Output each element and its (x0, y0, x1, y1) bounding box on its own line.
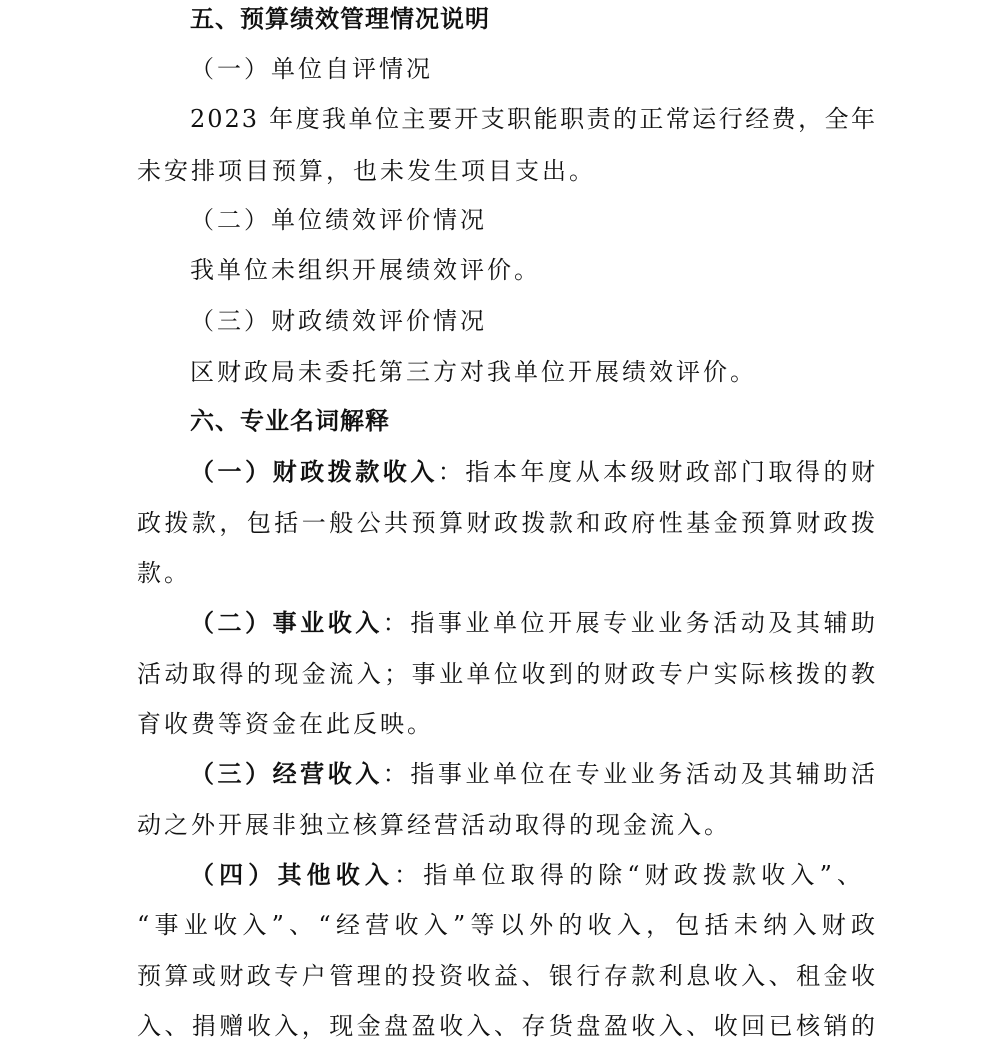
paragraph-line (190, 456, 877, 488)
subsection-heading-unit-performance: （二）单位绩效评价情况 (190, 206, 487, 234)
term-label: （一）财政拨款收入 (190, 458, 438, 486)
term-definition: ：指事业单位在专业业务活动及其辅助活 (382, 760, 878, 788)
paragraph-line (190, 607, 877, 639)
paragraph-line: 我单位未组织开展绩效评价。 (190, 256, 541, 284)
paragraph-line: “事业收入”、“经营收入”等以外的收入，包括未纳入财政 (137, 911, 877, 939)
paragraph-line: 区财政局未委托第三方对我单位开展绩效评价。 (190, 358, 757, 386)
subsection-heading-self-evaluation: （一）单位自评情况 (190, 55, 433, 83)
term-label: （二）事业收入 (190, 609, 383, 637)
section-heading-budget-performance: 五、预算绩效管理情况说明 (190, 5, 490, 33)
paragraph-line: 2023 年度我单位主要开支职能职责的正常运行经费，全年 (190, 105, 877, 133)
term-definition: ：指单位取得的除“财政拨款收入”、 (394, 861, 864, 889)
paragraph-line: 预算或财政专户管理的投资收益、银行存款利息收入、租金收 (137, 962, 877, 990)
subsection-heading-finance-performance: （三）财政绩效评价情况 (190, 307, 487, 335)
term-label: （四）其他收入 (190, 861, 395, 889)
paragraph-line: 未安排项目预算，也未发生项目支出。 (137, 157, 596, 185)
paragraph-line: 活动取得的现金流入；事业单位收到的财政专户实际核拨的教 (137, 660, 877, 688)
paragraph-line: 育收费等资金在此反映。 (137, 710, 434, 738)
paragraph-line: 动之外开展非独立核算经营活动取得的现金流入。 (137, 811, 731, 839)
section-heading-terminology: 六、专业名词解释 (190, 407, 390, 435)
paragraph-line (190, 758, 877, 790)
paragraph-line: 政拨款，包括一般公共预算财政拨款和政府性基金预算财政拨 (137, 509, 877, 537)
term-definition: ：指本年度从本级财政部门取得的财 (437, 458, 877, 486)
term-definition: ：指事业单位开展专业业务活动及其辅助 (382, 609, 878, 637)
paragraph-line: 款。 (137, 559, 191, 587)
term-label: （三）经营收入 (190, 760, 383, 788)
paragraph-line: 入、捐赠收入，现金盘盈收入、存货盘盈收入、收回已核销的 (137, 1012, 877, 1040)
paragraph-line (190, 859, 863, 891)
